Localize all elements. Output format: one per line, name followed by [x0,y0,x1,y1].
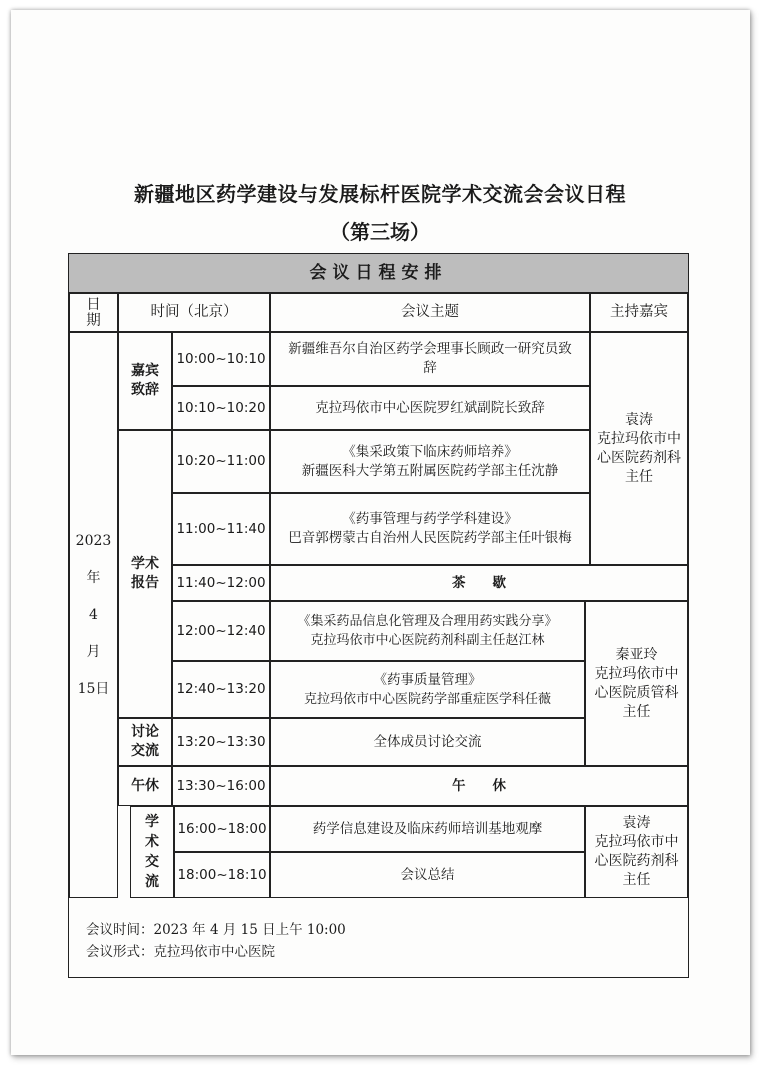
host-cell [585,806,688,898]
category-discuss: 讨论交流 [118,718,172,766]
date-year-char: 年 [86,569,101,586]
date-month-char: 月 [86,643,101,660]
topic-speaker: 克拉玛依市中心医院药学部重症医学科任薇 [303,691,551,707]
topic-tea-break: 茶 歇 [270,565,688,601]
topic-cell: 药学信息建设及临床药师培训基地观摩 [270,806,585,852]
time-cell: 10:10~10:20 [172,386,270,430]
time-cell: 18:00~18:10 [174,852,270,898]
date-cell [69,332,118,898]
time-cell: 13:30~16:00 [172,766,270,806]
topic-lunch: 午 休 [270,766,688,806]
topic-cell: 新疆维吾尔自治区药学会理事长顾政一研究员致辞 [270,332,590,386]
header-host: 主持嘉宾 [590,293,688,332]
time-cell: 13:20~13:30 [172,718,270,766]
document-subtitle: （第三场） [330,220,430,244]
header-topic: 会议主题 [270,293,590,332]
date-day: 15日 [77,680,110,697]
host-org: 克拉玛依市中心医院药剂科主任 [597,430,681,485]
category-exchange: 学术交流 [130,806,174,898]
date-month: 4 [89,606,98,623]
topic-cell [270,661,585,718]
topic-cell [270,493,590,565]
host-name: 袁涛 [622,815,651,831]
document-title: 新疆地区药学建设与发展标杆医院学术交流会会议日程 [134,182,626,206]
topic-title: 《集采政策下临床药师培养》 [342,443,518,460]
topic-title: 《药事管理与药学学科建设》 [342,511,518,527]
category-welcome: 嘉宾致辞 [118,332,172,430]
host-name: 袁涛 [625,411,653,428]
topic-cell [270,430,590,493]
topic-speaker: 克拉玛依市中心医院药剂科副主任赵江林 [310,633,545,648]
host-cell [585,601,688,766]
topic-cell [270,601,585,661]
meeting-form: 会议形式：克拉玛依市中心医院 [86,944,275,960]
topic-cell: 克拉玛依市中心医院罗红斌副院长致辞 [270,386,590,430]
category-lunch: 午休 [118,766,172,806]
topic-cell: 会议总结 [270,852,585,898]
meeting-time: 会议时间：2023 年 4 月 15 日上午 10:00 [86,922,346,938]
time-cell: 11:40~12:00 [172,565,270,601]
topic-speaker: 新疆医科大学第五附属医院药学部主任沈静 [301,462,559,479]
time-cell: 11:00~11:40 [172,493,270,565]
date-year: 2023 [75,532,112,549]
host-name: 秦亚玲 [615,646,658,663]
time-cell: 12:40~13:20 [172,661,270,718]
topic-speaker: 巴音郭楞蒙古自治州人民医院药学部主任叶银梅 [288,530,572,546]
category-report: 学术报告 [118,430,172,718]
header-date: 日期 [69,293,118,332]
time-cell: 10:00~10:10 [172,332,270,386]
host-cell [590,332,688,565]
time-cell: 10:20~11:00 [172,430,270,493]
host-org: 克拉玛依市中心医院质管科主任 [594,665,679,720]
topic-cell: 全体成员讨论交流 [270,718,585,766]
table-banner: 会议日程安排 [69,254,688,293]
topic-title: 《集采药品信息化管理及合理用药实践分享》 [297,614,558,629]
time-cell: 16:00~18:00 [174,806,270,852]
header-time: 时间（北京） [118,293,270,332]
time-cell: 12:00~12:40 [172,601,270,661]
host-org: 克拉玛依市中心医院药剂科主任 [594,834,679,888]
topic-title: 《药事质量管理》 [373,671,482,688]
